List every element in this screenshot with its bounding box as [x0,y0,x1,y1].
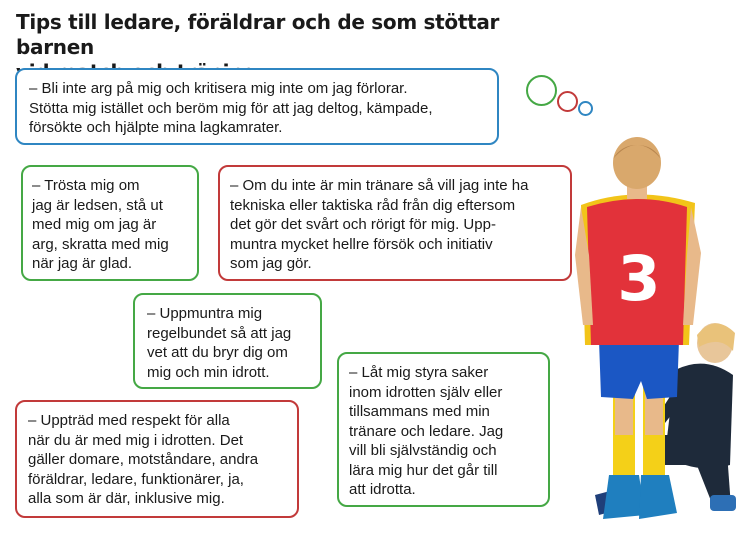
tip-bubble-encourage [133,293,322,389]
tip-line: jag är ledsen, stå ut [32,196,163,214]
tip-line: tekniska eller taktiska råd från dig eftersom [230,196,516,214]
shirt-number: 3 [617,242,661,315]
tip-line: mig och min idrott. [147,363,270,381]
tip-line: – Uppträd med respekt för alla [28,412,230,429]
tip-line: vill bli självständig och [349,442,497,459]
tip-line: med mig om jag är [32,216,157,233]
tip-line: det gör det svårt och rörigt för mig. Upp- [230,216,496,233]
tip-line: när du är med mig i idrotten. Det [28,431,244,449]
tip-line: Stötta mig istället och beröm mig för att jag deltog, kämpade, [29,99,433,117]
tip-line: – Om du inte är min tränare så vill jag inte ha [230,177,529,194]
tip-line: lära mig hur det går till [349,461,498,479]
tip-line: att idrotta. [349,481,416,498]
thought-circle-medium-icon [557,91,578,112]
tip-line: tillsammans med min [349,403,490,420]
tip-line: inom idrotten själv eller [349,383,503,401]
tip-line: – Låt mig styra saker [349,364,489,381]
title-line-1: Tips till ledare, föräldrar och de som stöttar barnen [16,10,500,59]
tip-line: alla som är där, inklusive mig. [28,490,225,507]
tip-bubble-criticism [15,68,499,145]
tip-line: föräldrar, ledare, funktionärer, ja, [28,470,244,488]
tip-line: gäller domare, motståndare, andra [28,451,259,468]
tip-line: arg, skratta med mig [32,235,169,253]
tip-line: – Uppmuntra mig [147,305,263,322]
tip-line: försökte och hjälpte mina lagkamrater. [29,119,283,136]
tip-line: när jag är glad. [32,255,133,272]
tip-bubble-respect [15,400,299,518]
tip-line: vet att du bryr dig om [147,344,288,361]
thought-circle-large-icon [526,75,557,106]
tip-line: som jag gör. [230,255,312,272]
tip-line: regelbundet så att jag [147,324,292,342]
tip-bubble-comfort [21,165,199,281]
tip-line: tränare och ledare. Jag [349,422,504,440]
children-football-photo-icon [555,135,747,533]
tip-bubble-independence [337,352,550,507]
tip-bubble-coaching-advice [218,165,572,281]
tip-line: – Bli inte arg på mig och kritisera mig inte om jag förlorar. [29,80,408,97]
thought-circle-small-icon [578,101,593,116]
tip-line: muntra mycket hellre försök och initiativ [230,235,493,253]
tip-line: – Trösta mig om [32,177,140,194]
